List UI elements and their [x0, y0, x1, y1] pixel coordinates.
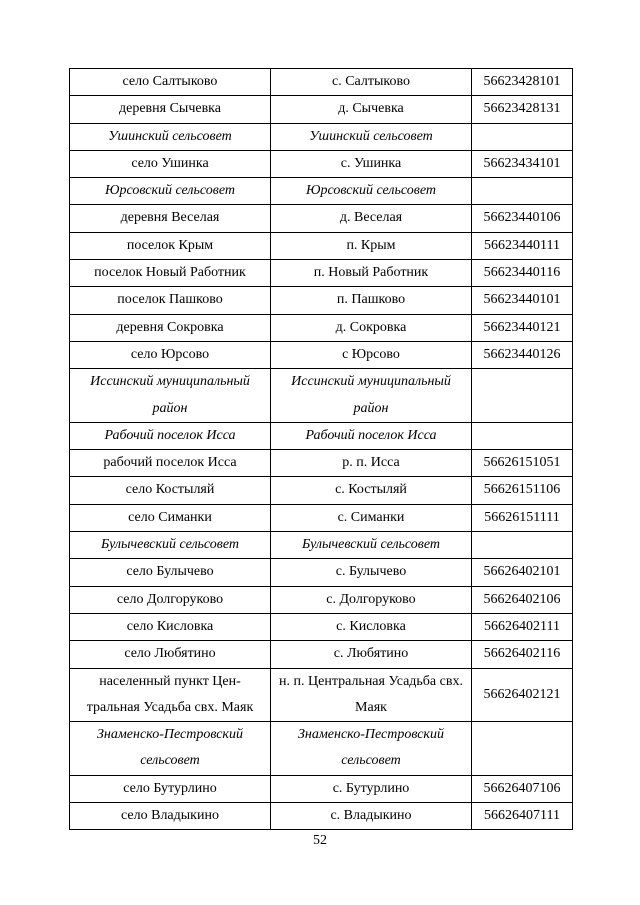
oktmo-code-cell: 56623440126: [472, 341, 573, 368]
settlement-short-name-cell: с. Долгоруково: [271, 586, 472, 613]
settlement-name-cell: село Симанки: [70, 504, 271, 531]
table-row: [70, 504, 573, 531]
table-row: [70, 803, 573, 830]
settlement-name-cell: деревня Сычевка: [70, 96, 271, 123]
oktmo-code-cell: 56626402121: [472, 668, 573, 722]
settlements-table: [69, 68, 573, 830]
page-number: 52: [313, 833, 327, 848]
table-row: [70, 96, 573, 123]
settlement-short-name-cell: с. Кисловка: [271, 613, 472, 640]
oktmo-code-cell: 56623440111: [472, 232, 573, 259]
settlement-short-name-cell: д. Веселая: [271, 205, 472, 232]
table-row: [70, 668, 573, 722]
settlement-short-name-cell: Знаменско-Пестровский сельсовет: [271, 722, 472, 776]
settlement-short-name-cell: с Юрсово: [271, 341, 472, 368]
table-row: [70, 287, 573, 314]
settlement-short-name-cell: Ушинский сельсовет: [271, 123, 472, 150]
oktmo-code-cell: 56623428101: [472, 69, 573, 96]
table-row: [70, 150, 573, 177]
settlement-short-name-cell: д. Сычевка: [271, 96, 472, 123]
oktmo-code-cell: 56626151051: [472, 450, 573, 477]
settlement-name-cell: село Кисловка: [70, 613, 271, 640]
settlement-short-name-cell: с. Владыкино: [271, 803, 472, 830]
settlement-name-cell: поселок Крым: [70, 232, 271, 259]
table-row: [70, 123, 573, 150]
oktmo-code-cell: 56626151111: [472, 504, 573, 531]
oktmo-code-cell: 56623440106: [472, 205, 573, 232]
oktmo-code-cell: 56626402116: [472, 641, 573, 668]
settlement-short-name-cell: п. Новый Работник: [271, 260, 472, 287]
oktmo-code-cell: 56623440116: [472, 260, 573, 287]
settlement-name-cell: село Костыляй: [70, 477, 271, 504]
settlement-name-cell: Рабочий поселок Исса: [70, 422, 271, 449]
settlement-name-cell: деревня Сокровка: [70, 314, 271, 341]
settlement-short-name-cell: п. Крым: [271, 232, 472, 259]
settlement-name-cell: Булычевский сельсовет: [70, 532, 271, 559]
oktmo-code-cell: [472, 722, 573, 776]
settlement-name-cell: Иссинский муниципальный район: [70, 369, 271, 423]
settlement-name-cell: село Долгоруково: [70, 586, 271, 613]
oktmo-code-cell: 56623440101: [472, 287, 573, 314]
settlement-short-name-cell: Булычевский сельсовет: [271, 532, 472, 559]
settlement-name-cell: село Любятино: [70, 641, 271, 668]
table-row: [70, 178, 573, 205]
oktmo-code-cell: 56626407111: [472, 803, 573, 830]
table-row: [70, 260, 573, 287]
oktmo-code-cell: 56623434101: [472, 150, 573, 177]
settlement-short-name-cell: с. Булычево: [271, 559, 472, 586]
table-row: [70, 586, 573, 613]
settlement-name-cell: село Салтыково: [70, 69, 271, 96]
settlement-short-name-cell: с. Ушинка: [271, 150, 472, 177]
settlement-name-cell: село Булычево: [70, 559, 271, 586]
settlement-name-cell: рабочий поселок Исса: [70, 450, 271, 477]
table-row: [70, 341, 573, 368]
settlement-short-name-cell: Юрсовский сельсовет: [271, 178, 472, 205]
oktmo-code-cell: 56626407106: [472, 775, 573, 802]
oktmo-code-cell: 56626402101: [472, 559, 573, 586]
table-row: [70, 532, 573, 559]
table-row: [70, 422, 573, 449]
settlement-name-cell: Знаменско-Пестровский сельсовет: [70, 722, 271, 776]
table-row: [70, 69, 573, 96]
oktmo-code-cell: 56623428131: [472, 96, 573, 123]
oktmo-code-cell: 56626151106: [472, 477, 573, 504]
oktmo-code-cell: [472, 178, 573, 205]
table-row: [70, 477, 573, 504]
settlement-short-name-cell: д. Сокровка: [271, 314, 472, 341]
settlement-short-name-cell: Иссинский муниципальный район: [271, 369, 472, 423]
table-row: [70, 205, 573, 232]
settlement-name-cell: село Владыкино: [70, 803, 271, 830]
oktmo-code-cell: [472, 422, 573, 449]
settlement-short-name-cell: с. Салтыково: [271, 69, 472, 96]
oktmo-code-cell: 56623440121: [472, 314, 573, 341]
settlement-short-name-cell: с. Симанки: [271, 504, 472, 531]
table-body: [70, 69, 573, 830]
table-row: [70, 775, 573, 802]
settlement-short-name-cell: н. п. Центральная Усадьба свх. Маяк: [271, 668, 472, 722]
settlement-name-cell: село Ушинка: [70, 150, 271, 177]
settlement-name-cell: населенный пункт Цен-тральная Усадьба свх. Маяк: [70, 668, 271, 722]
settlement-short-name-cell: с. Бутурлино: [271, 775, 472, 802]
settlement-name-cell: поселок Пашково: [70, 287, 271, 314]
oktmo-code-cell: 56626402111: [472, 613, 573, 640]
table-row: [70, 559, 573, 586]
settlement-name-cell: поселок Новый Работник: [70, 260, 271, 287]
table-row: [70, 314, 573, 341]
table-row: [70, 232, 573, 259]
settlement-name-cell: село Юрсово: [70, 341, 271, 368]
settlement-name-cell: деревня Веселая: [70, 205, 271, 232]
table-row: [70, 613, 573, 640]
settlement-short-name-cell: Рабочий поселок Исса: [271, 422, 472, 449]
oktmo-code-cell: 56626402106: [472, 586, 573, 613]
table-row: [70, 450, 573, 477]
settlement-short-name-cell: с. Любятино: [271, 641, 472, 668]
settlement-name-cell: село Бутурлино: [70, 775, 271, 802]
table-row: [70, 722, 573, 776]
settlement-short-name-cell: р. п. Исса: [271, 450, 472, 477]
oktmo-code-cell: [472, 369, 573, 423]
table-row: [70, 641, 573, 668]
oktmo-code-cell: [472, 123, 573, 150]
oktmo-code-cell: [472, 532, 573, 559]
settlement-name-cell: Юрсовский сельсовет: [70, 178, 271, 205]
table-row: [70, 369, 573, 423]
settlement-short-name-cell: с. Костыляй: [271, 477, 472, 504]
settlement-short-name-cell: п. Пашково: [271, 287, 472, 314]
settlement-name-cell: Ушинский сельсовет: [70, 123, 271, 150]
